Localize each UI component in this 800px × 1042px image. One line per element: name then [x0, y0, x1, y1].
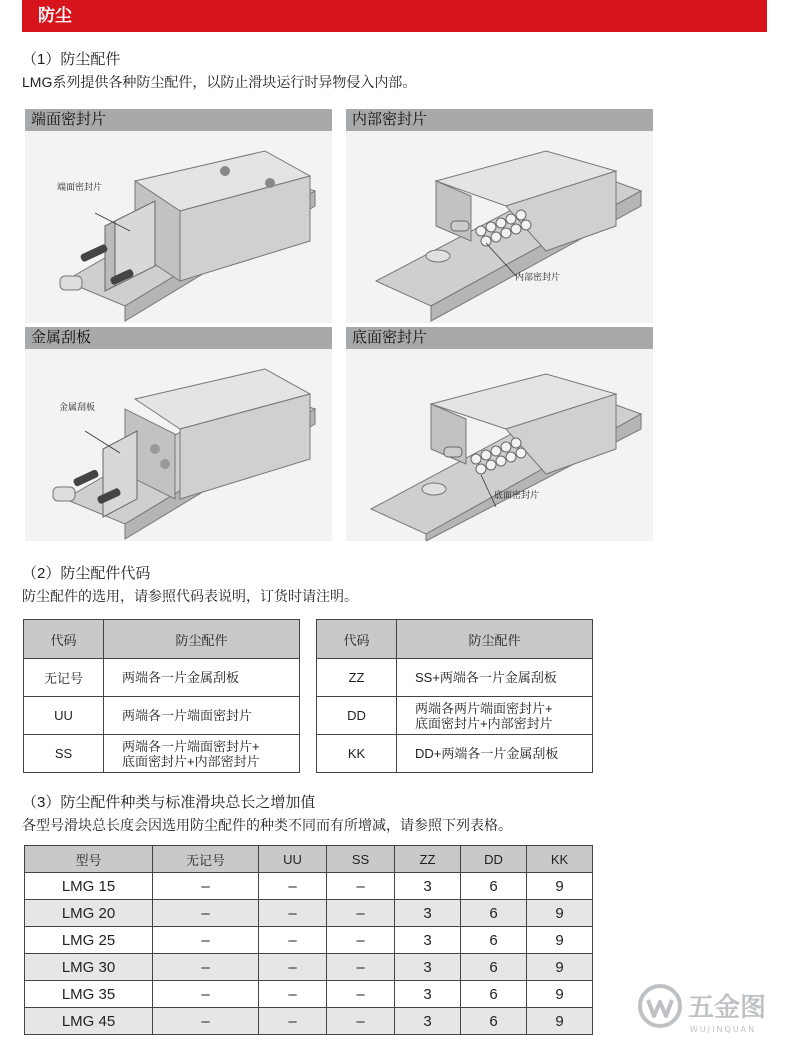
table-row — [317, 735, 593, 773]
panel-label: 内部密封片 — [346, 109, 653, 131]
header-model: 型号 — [25, 846, 153, 873]
inner-seal-illustration — [346, 131, 653, 323]
metal-scraper-illustration — [25, 349, 332, 541]
section3-title: （3）防尘配件种类与标准滑块总长之增加值 — [22, 794, 316, 811]
value-cell: – — [327, 1008, 395, 1035]
panel-label: 金属刮板 — [25, 327, 332, 349]
section1-desc: LMG系列提供各种防尘配件，以防止滑块运行时异物侵入内部。 — [22, 74, 417, 90]
panel-end-seal — [25, 109, 332, 323]
header-none: 无记号 — [153, 846, 259, 873]
value-cell: 6 — [461, 927, 527, 954]
accessory-cell: SS+两端各一片金属刮板 — [397, 659, 593, 697]
value-cell: – — [259, 900, 327, 927]
header-dd: DD — [461, 846, 527, 873]
header-accessory: 防尘配件 — [104, 620, 300, 659]
section3-desc: 各型号滑块总长度会因选用防尘配件的种类不同而有所增减，请参照下列表格。 — [22, 817, 512, 833]
code-cell: 无记号 — [24, 659, 104, 697]
code-cell: UU — [24, 697, 104, 735]
value-cell: – — [327, 981, 395, 1008]
value-cell: – — [153, 927, 259, 954]
panel-label: 底面密封片 — [346, 327, 653, 349]
panel-label: 端面密封片 — [25, 109, 332, 131]
value-cell: 9 — [527, 927, 593, 954]
value-cell: – — [327, 900, 395, 927]
value-cell: 6 — [461, 873, 527, 900]
table-row — [25, 873, 593, 900]
header-uu: UU — [259, 846, 327, 873]
value-cell: 6 — [461, 981, 527, 1008]
value-cell: – — [153, 873, 259, 900]
value-cell: 9 — [527, 1008, 593, 1035]
code-table-right — [316, 619, 593, 773]
value-cell: 6 — [461, 900, 527, 927]
table-header-row — [25, 846, 593, 873]
accessory-cell: 两端各一片端面密封片+ 底面密封片+内部密封片 — [104, 735, 300, 773]
value-cell: 9 — [527, 900, 593, 927]
watermark-text: 五金图 — [688, 993, 767, 1023]
callout-end-seal: 端面密封片 — [57, 182, 103, 192]
value-cell: 3 — [395, 981, 461, 1008]
value-cell: – — [153, 900, 259, 927]
value-cell: 3 — [395, 873, 461, 900]
table-row — [25, 981, 593, 1008]
table-row — [25, 954, 593, 981]
value-cell: 9 — [527, 981, 593, 1008]
callout-metal-scraper: 金属刮板 — [59, 402, 96, 412]
table-row — [317, 659, 593, 697]
value-cell: – — [259, 981, 327, 1008]
value-cell: 9 — [527, 954, 593, 981]
model-cell: LMG 30 — [25, 954, 153, 981]
accessory-cell: 两端各一片端面密封片 — [104, 697, 300, 735]
code-cell: KK — [317, 735, 397, 773]
value-cell: 3 — [395, 954, 461, 981]
header-zz: ZZ — [395, 846, 461, 873]
accessory-cell: 两端各两片端面密封片+ 底面密封片+内部密封片 — [397, 697, 593, 735]
panel-inner-seal — [346, 109, 653, 323]
value-cell: – — [153, 1008, 259, 1035]
bottom-seal-illustration — [346, 349, 653, 541]
watermark-subtext: WUJINQUAN — [690, 1025, 757, 1034]
value-cell: 3 — [395, 1008, 461, 1035]
callout-bottom-seal: 底面密封片 — [494, 490, 540, 500]
code-cell: SS — [24, 735, 104, 773]
header-accessory: 防尘配件 — [397, 620, 593, 659]
accessory-cell: 两端各一片金属刮板 — [104, 659, 300, 697]
value-cell: – — [153, 954, 259, 981]
section1-title: （1）防尘配件 — [22, 51, 121, 68]
value-cell: 3 — [395, 900, 461, 927]
table-header-row — [317, 620, 593, 659]
length-increase-table — [24, 845, 593, 1035]
value-cell: – — [327, 927, 395, 954]
end-seal-illustration — [25, 131, 332, 323]
model-cell: LMG 15 — [25, 873, 153, 900]
value-cell: 9 — [527, 873, 593, 900]
table-row — [24, 697, 300, 735]
header-ss: SS — [327, 846, 395, 873]
value-cell: – — [327, 873, 395, 900]
value-cell: 6 — [461, 954, 527, 981]
table-row — [317, 697, 593, 735]
model-cell: LMG 20 — [25, 900, 153, 927]
value-cell: 6 — [461, 1008, 527, 1035]
table-row — [24, 659, 300, 697]
panel-bottom-seal — [346, 327, 653, 541]
code-cell: ZZ — [317, 659, 397, 697]
panel-metal-scraper — [25, 327, 332, 541]
model-cell: LMG 45 — [25, 1008, 153, 1035]
model-cell: LMG 25 — [25, 927, 153, 954]
watermark-logo — [634, 978, 794, 1038]
section2-desc: 防尘配件的选用，请参照代码表说明，订货时请注明。 — [22, 588, 358, 604]
value-cell: – — [259, 1008, 327, 1035]
value-cell: – — [259, 873, 327, 900]
value-cell: 3 — [395, 927, 461, 954]
section2-title: （2）防尘配件代码 — [22, 565, 151, 582]
header-code: 代码 — [24, 620, 104, 659]
accessory-cell: DD+两端各一片金属刮板 — [397, 735, 593, 773]
table-header-row — [24, 620, 300, 659]
value-cell: – — [153, 981, 259, 1008]
header-kk: KK — [527, 846, 593, 873]
model-cell: LMG 35 — [25, 981, 153, 1008]
section-header: 防尘 — [22, 0, 767, 32]
callout-inner-seal: 内部密封片 — [515, 272, 561, 282]
table-row — [25, 1008, 593, 1035]
value-cell: – — [327, 954, 395, 981]
value-cell: – — [259, 927, 327, 954]
header-code: 代码 — [317, 620, 397, 659]
table-row — [25, 900, 593, 927]
code-table-left — [23, 619, 300, 773]
table-row — [25, 927, 593, 954]
table-row — [24, 735, 300, 773]
value-cell: – — [259, 954, 327, 981]
code-cell: DD — [317, 697, 397, 735]
